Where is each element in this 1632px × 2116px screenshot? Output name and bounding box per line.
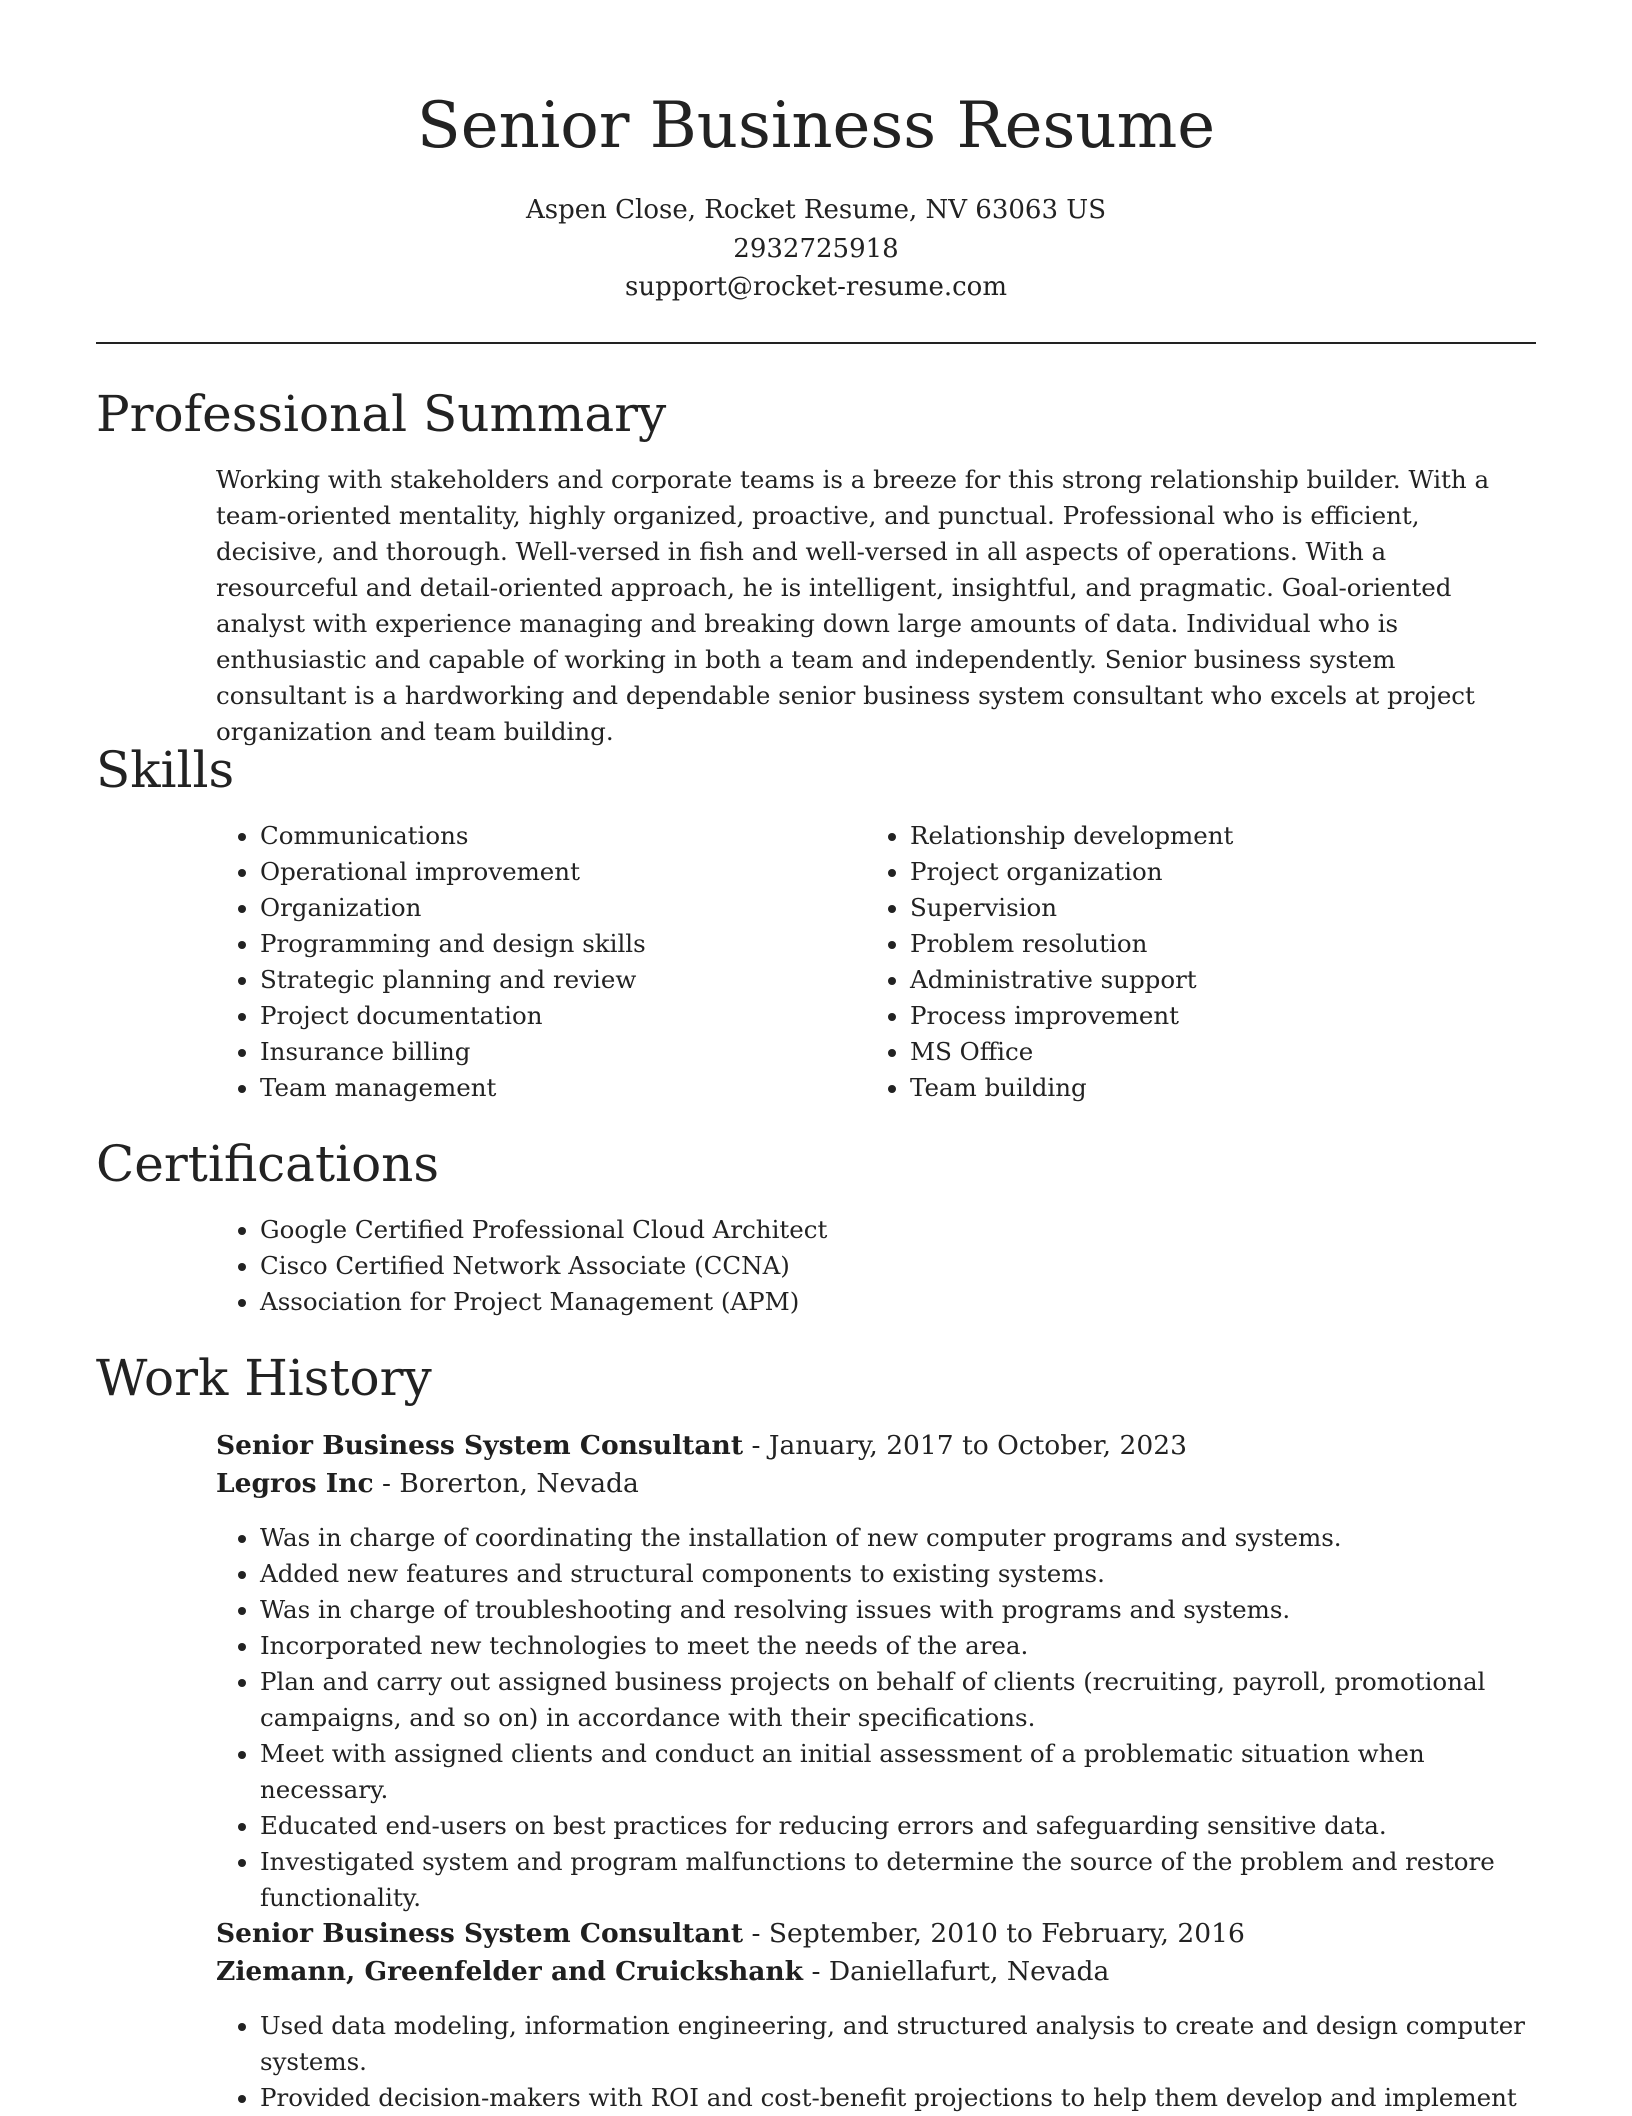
- job-1-duties-list: [216, 1520, 1560, 1916]
- skill-item: • Relationship development: [910, 818, 1530, 854]
- certification-item: • Association for Project Management (APM): [260, 1284, 1520, 1320]
- summary-text: Working with stakeholders and corporate teams is a breeze for this strong relationship builder. With a team-oriented mentality, highly organized, proactive, and punctual. Professional who is efficient, decisive, and thorough. Well-versed in fish and well-versed in all aspects of operations. With a resourceful and detail-oriented approach, he is intelligent, insightful, and pragmatic. Goal-oriented analyst with experience managing and breaking down large amounts of data. Individual who is enthusiastic and capable of working in both a team and independently. Senior business system consultant is a hardworking and dependable senior business system consultant who excels at project organization and team building.: [216, 465, 1490, 746]
- skill-item: • Administrative support: [910, 962, 1530, 998]
- certification-item: • Google Certified Professional Cloud Architect: [260, 1212, 1520, 1248]
- skill-item: • Team building: [910, 1070, 1530, 1106]
- skills-list-right: [866, 818, 1530, 1106]
- job-1-company-line: [216, 1465, 639, 1503]
- job-2-title-line: [216, 1915, 1245, 1953]
- skill-item: • Supervision: [910, 890, 1530, 926]
- duty-item: • Incorporated new technologies to meet the needs of the area.: [260, 1628, 1560, 1664]
- duty-item: • Was in charge of troubleshooting and resolving issues with programs and systems.: [260, 1592, 1560, 1628]
- skills-list-left: [216, 818, 840, 1106]
- header-divider: [96, 342, 1536, 344]
- section-title-certifications: Certifications: [96, 1135, 440, 1193]
- skill-item: • MS Office: [910, 1034, 1530, 1070]
- duty-item: • Meet with assigned clients and conduct an initial assessment of a problematic situation when necessary.: [260, 1736, 1560, 1808]
- duty-item: • Plan and carry out assigned business projects on behalf of clients (recruiting, payroll, promotional campaigns, and so on) in accordance with their specifications.: [260, 1664, 1560, 1736]
- skill-item: • Organization: [260, 890, 840, 926]
- resume-title: Senior Business Resume: [416, 89, 1216, 163]
- section-title-summary: Professional Summary: [96, 385, 667, 443]
- duty-item: • Used data modeling, information engineering, and structured analysis to create and design computer systems.: [260, 2008, 1560, 2080]
- job-title: Senior Business System Consultant: [216, 1918, 744, 1949]
- job-company: Legros Inc: [216, 1468, 374, 1499]
- job-company: Ziemann, Greenfelder and Cruickshank: [216, 1956, 804, 1987]
- job-location: - Daniellafurt, Nevada: [803, 1956, 1110, 1987]
- skill-item: • Communications: [260, 818, 840, 854]
- job-title: Senior Business System Consultant: [216, 1430, 744, 1461]
- skill-item: • Strategic planning and review: [260, 962, 840, 998]
- duty-item: • Educated end-users on best practices for reducing errors and safeguarding sensitive data.: [260, 1808, 1560, 1844]
- certifications-list: [216, 1212, 1520, 1320]
- section-title-work-history: Work History: [96, 1349, 432, 1407]
- job-1-title-line: [216, 1427, 1187, 1465]
- job-dates: - January, 2017 to October, 2023: [743, 1430, 1187, 1461]
- contact-email[interactable]: support@rocket-resume.com: [624, 272, 1007, 302]
- contact-address: Aspen Close, Rocket Resume, NV 63063 US: [525, 195, 1107, 225]
- duty-item: • Added new features and structural components to existing systems.: [260, 1556, 1560, 1592]
- duty-item: • Provided decision-makers with ROI and cost-benefit projections to help them develop and implement: [260, 2080, 1560, 2116]
- section-title-skills: Skills: [96, 741, 235, 799]
- skill-item: • Project documentation: [260, 998, 840, 1034]
- job-dates: - September, 2010 to February, 2016: [743, 1918, 1245, 1949]
- job-2-duties-list: [216, 2008, 1560, 2116]
- duty-item: • Was in charge of coordinating the installation of new computer programs and systems.: [260, 1520, 1560, 1556]
- skill-item: • Project organization: [910, 854, 1530, 890]
- skill-item: • Team management: [260, 1070, 840, 1106]
- contact-phone: 2932725918: [733, 234, 899, 264]
- duty-item: • Investigated system and program malfunctions to determine the source of the problem and restore functionality.: [260, 1844, 1560, 1916]
- job-2-company-line: [216, 1953, 1109, 1991]
- skill-item: • Insurance billing: [260, 1034, 840, 1070]
- skill-item: • Programming and design skills: [260, 926, 840, 962]
- job-location: - Borerton, Nevada: [373, 1468, 639, 1499]
- skill-item: • Operational improvement: [260, 854, 840, 890]
- skill-item: • Process improvement: [910, 998, 1530, 1034]
- skill-item: • Problem resolution: [910, 926, 1530, 962]
- certification-item: • Cisco Certified Network Associate (CCNA): [260, 1248, 1520, 1284]
